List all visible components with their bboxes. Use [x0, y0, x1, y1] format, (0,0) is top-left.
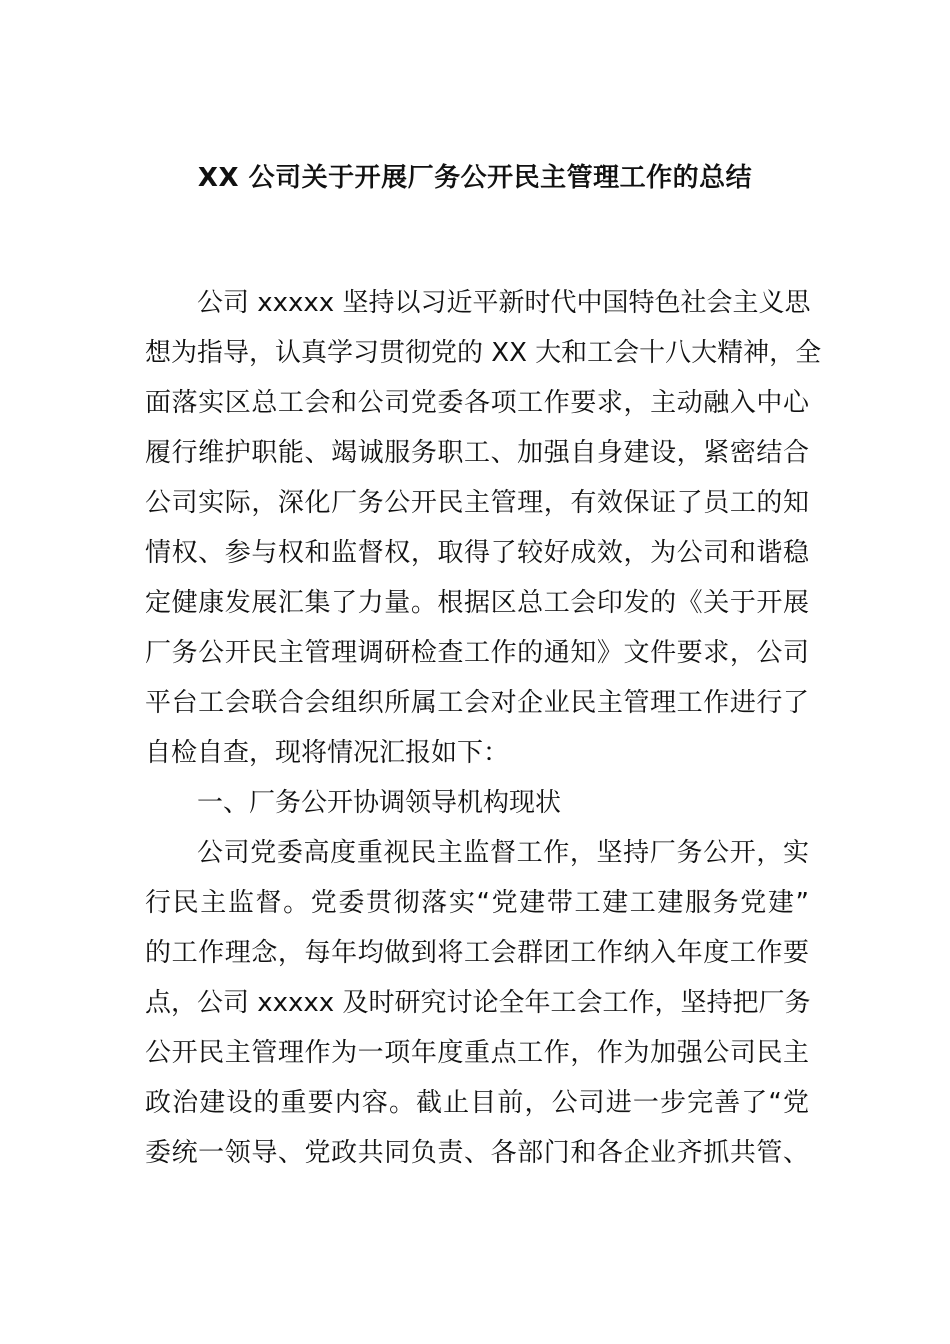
- paragraph-line: 厂务公开民主管理调研检查工作的通知》文件要求，公司: [145, 638, 809, 668]
- paragraph-line: 政治建设的重要内容。截止目前，公司进一步完善了“党: [145, 1088, 809, 1118]
- section-heading: 一、厂务公开协调领导机构现状: [197, 788, 562, 818]
- paragraph-line: 公司 xxxxx 坚持以习近平新时代中国特色社会主义思: [197, 288, 811, 318]
- paragraph-line: 行民主监督。党委贯彻落实“党建带工建工建服务党建”: [145, 888, 809, 918]
- paragraph-line: 情权、参与权和监督权，取得了较好成效，为公司和谐稳: [145, 538, 809, 568]
- document-title: XX 公司关于开展厂务公开民主管理工作的总结: [197, 163, 753, 193]
- paragraph-line: 的工作理念，每年均做到将工会群团工作纳入年度工作要: [145, 938, 809, 968]
- paragraph-line: 点，公司 xxxxx 及时研究讨论全年工会工作，坚持把厂务: [145, 988, 811, 1018]
- paragraph-line: 自检自查，现将情况汇报如下：: [145, 738, 510, 768]
- paragraph-line: 公司党委高度重视民主监督工作，坚持厂务公开，实: [197, 838, 809, 868]
- paragraph-line: 委统一领导、党政共同负责、各部门和各企业齐抓共管、: [145, 1138, 809, 1168]
- paragraph-line: 公开民主管理作为一项年度重点工作，作为加强公司民主: [145, 1038, 809, 1068]
- paragraph-line: 定健康发展汇集了力量。根据区总工会印发的《关于开展: [145, 588, 809, 618]
- paragraph-line: 公司实际，深化厂务公开民主管理，有效保证了员工的知: [145, 488, 809, 518]
- paragraph-line: 面落实区总工会和公司党委各项工作要求，主动融入中心: [145, 388, 809, 418]
- document-body: [145, 278, 822, 1178]
- paragraph-line: 履行维护职能、竭诚服务职工、加强自身建设，紧密结合: [145, 438, 809, 468]
- paragraph-line: 平台工会联合会组织所属工会对企业民主管理工作进行了: [145, 688, 809, 718]
- paragraph-line: 想为指导，认真学习贯彻党的 XX 大和工会十八大精神，全: [145, 338, 822, 368]
